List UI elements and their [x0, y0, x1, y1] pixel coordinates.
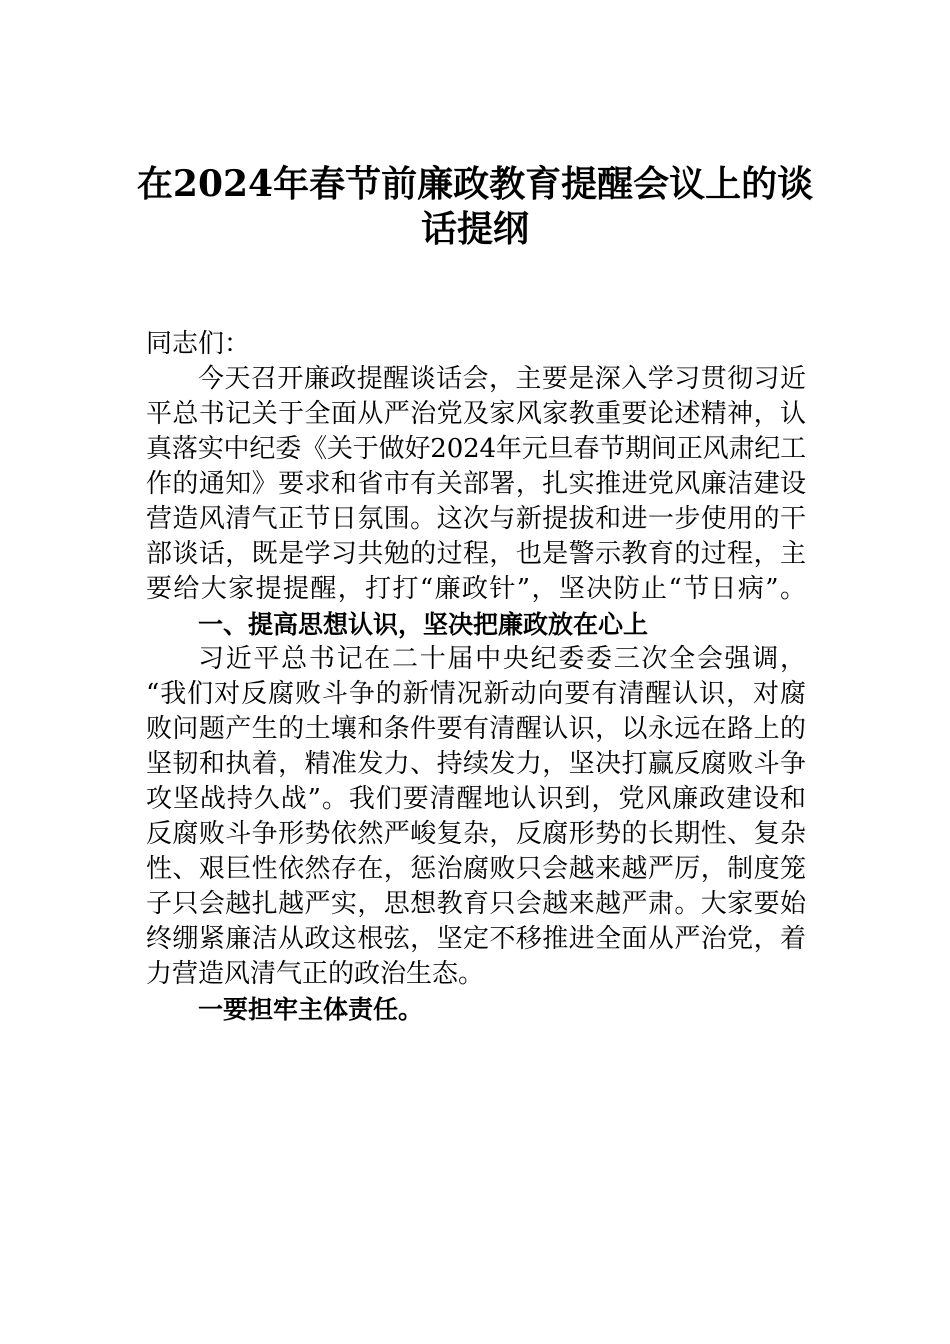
- paragraph-2-line-10: 力营造风清气正的政治生态。: [146, 959, 485, 989]
- document-title-line-2: 话提纲: [420, 208, 529, 250]
- paragraph-2-line-4: 坚韧和执着，精准发力、持续发力，坚决打赢反腐败斗争: [146, 749, 806, 779]
- paragraph-2-line-9: 终绷紧廉洁从政这根弦，坚定不移推进全面从严治党，着: [146, 924, 806, 954]
- paragraph-2-line-2: “我们对反腐败斗争的新情况新动向要有清醒认识，对腐: [146, 679, 806, 709]
- paragraph-1-line-5: 营造风清气正节日氛围。这次与新提拔和进一步使用的干: [146, 504, 806, 534]
- paragraph-1-line-1: 今天召开廉政提醒谈话会，主要是深入学习贯彻习近: [198, 364, 806, 394]
- document-title-line-1: 在2024年春节前廉政教育提醒会议上的谈: [136, 163, 814, 205]
- paragraph-2-line-8: 子只会越扎越严实，思想教育只会越来越严肃。大家要始: [146, 889, 806, 919]
- paragraph-2-line-5: 攻坚战持久战”。我们要清醒地认识到，党风廉政建设和: [146, 784, 806, 814]
- paragraph-1-line-3: 真落实中纪委《关于做好2024年元旦春节期间正风肃纪工: [146, 434, 806, 464]
- paragraph-2-line-3: 败问题产生的土壤和条件要有清醒认识，以永远在路上的: [146, 714, 806, 744]
- salutation: 同志们：: [146, 329, 251, 359]
- document-body: [146, 327, 806, 1027]
- section-1-heading: 一、提高思想认识，坚决把廉政放在心上: [198, 610, 649, 639]
- paragraph-1-line-2: 平总书记关于全面从严治党及家风家教重要论述精神，认: [146, 399, 806, 429]
- paragraph-1-line-6: 部谈话，既是学习共勉的过程，也是警示教育的过程，主: [146, 539, 806, 569]
- paragraph-2-line-1: 习近平总书记在二十届中央纪委委三次全会强调，: [198, 644, 806, 674]
- paragraph-1-line-7: 要给大家提提醒，打打“廉政针”，坚决防止“节日病”。: [146, 574, 806, 604]
- paragraph-2-line-6: 反腐败斗争形势依然严峻复杂，反腐形势的长期性、复杂: [146, 819, 806, 849]
- paragraph-2-line-7: 性、艰巨性依然存在，惩治腐败只会越来越严厉，制度笼: [146, 854, 806, 884]
- paragraph-1-line-4: 作的通知》要求和省市有关部署，扎实推进党风廉洁建设: [146, 469, 806, 499]
- subheading-1: 一要担牢主体责任。: [198, 995, 424, 1024]
